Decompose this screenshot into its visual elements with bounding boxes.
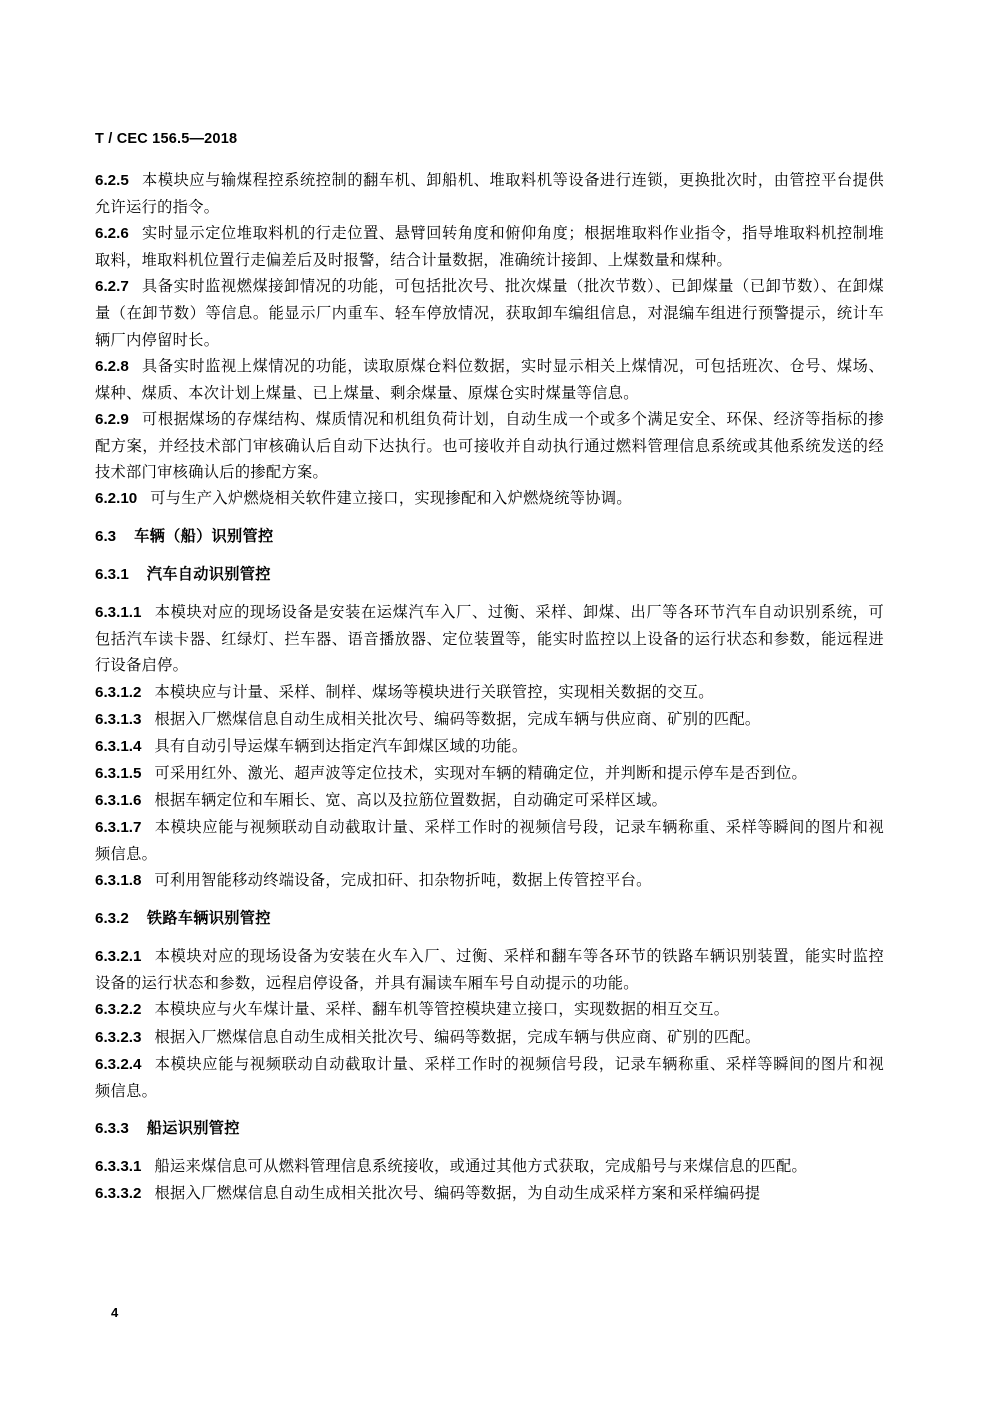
clause-text: 具有自动引导运煤车辆到达指定汽车卸煤区域的功能。 xyxy=(154,736,528,755)
clause-text: 船运来煤信息可从燃料管理信息系统接收，或通过其他方式获取，完成船号与来煤信息的匹配。 xyxy=(154,1156,808,1175)
clause-number: 6.3.3 xyxy=(95,1119,129,1137)
clause-paragraph xyxy=(95,1153,884,1180)
clause-text: 本模块对应的现场设备为安装在火车入厂、过衡、采样和翻车等各环节的铁路车辆识别装置，能实时监控设备的运行状态和参数，远程启停设备，并具有漏读车厢车号自动提示的功能。 xyxy=(95,947,884,993)
clause-paragraph xyxy=(95,679,884,706)
section-heading xyxy=(95,561,884,588)
clause-paragraph xyxy=(95,706,884,733)
clause-number: 6.3.3.2 xyxy=(95,1184,142,1202)
clause-paragraph xyxy=(95,1051,884,1104)
clause-paragraph xyxy=(95,599,884,678)
clause-paragraph xyxy=(95,814,884,867)
clause-paragraph xyxy=(95,353,884,406)
clause-number: 6.3.1.6 xyxy=(95,791,142,809)
clause-text: 本模块应与火车煤计量、采样、翻车机等管控模块建立接口，实现数据的相互交互。 xyxy=(154,1000,730,1019)
clause-number: 6.2.8 xyxy=(95,357,129,375)
clause-text: 可根据煤场的存煤结构、煤质情况和机组负荷计划，自动生成一个或多个满足安全、环保、经济等指标的掺配方案，并经技术部门审核确认后自动下达执行。也可接收并自动执行通过燃料管理信息系统或其他系统发送的经技术部门审核确认后的掺配方案。 xyxy=(95,409,884,482)
clause-paragraph xyxy=(95,867,884,894)
clause-paragraph xyxy=(95,760,884,787)
clause-number: 6.3.1.1 xyxy=(95,604,142,622)
clause-number: 6.3.1.7 xyxy=(95,818,142,836)
clause-number: 6.2.7 xyxy=(95,278,129,296)
document-body xyxy=(95,167,884,1207)
clause-text: 根据车辆定位和车厢长、宽、高以及拉筋位置数据，自动确定可采样区域。 xyxy=(154,790,668,809)
clause-number: 6.3.1 xyxy=(95,566,129,584)
clause-text: 铁路车辆识别管控 xyxy=(146,909,271,928)
clause-number: 6.2.5 xyxy=(95,172,129,189)
clause-number: 6.3.2.2 xyxy=(95,1001,142,1019)
clause-paragraph xyxy=(95,167,884,220)
clause-text: 本模块应与计量、采样、制样、煤场等模块进行关联管控，实现相关数据的交互。 xyxy=(154,682,714,701)
document-header: T / CEC 156.5—2018 xyxy=(95,131,238,147)
clause-paragraph xyxy=(95,406,884,485)
clause-text: 本模块对应的现场设备是安装在运煤汽车入厂、过衡、采样、卸煤、出厂等各环节汽车自动识别系统，可包括汽车读卡器、红绿灯、拦车器、语音播放器、定位装置等，能实时监控以上设备的运行状态和参数，能远程进行设备启停。 xyxy=(95,603,884,675)
clause-text: 可利用智能移动终端设备，完成扣矸、扣杂物折吨，数据上传管控平台。 xyxy=(154,871,652,890)
clause-text: 根据入厂燃煤信息自动生成相关批次号、编码等数据，为自动生成采样方案和采样编码提 xyxy=(154,1183,761,1202)
clause-number: 6.2.6 xyxy=(95,225,129,243)
clause-number: 6.3.2.3 xyxy=(95,1028,142,1046)
clause-paragraph xyxy=(95,1024,884,1051)
clause-number: 6.3 xyxy=(95,528,117,546)
clause-paragraph xyxy=(95,787,884,814)
clause-text: 船运识别管控 xyxy=(146,1118,240,1137)
page-number: 4 xyxy=(111,1305,119,1320)
clause-number: 6.3.1.2 xyxy=(95,683,142,701)
clause-number: 6.3.2.1 xyxy=(95,948,142,966)
clause-number: 6.2.9 xyxy=(95,410,129,428)
clause-text: 本模块应能与视频联动自动截取计量、采样工作时的视频信号段，记录车辆称重、采样等瞬间的图片和视频信息。 xyxy=(95,817,884,864)
clause-number: 6.3.1.3 xyxy=(95,710,142,728)
clause-text: 具备实时监视燃煤接卸情况的功能，可包括批次号、批次煤量（批次节数）、已卸煤量（已卸节数）、在卸煤量（在卸节数）等信息。能显示厂内重车、轻车停放情况，获取卸车编组信息，对混编车组进行预警提示，统计车辆厂内停留时长。 xyxy=(95,277,884,349)
clause-paragraph xyxy=(95,1180,884,1207)
clause-text: 可采用红外、激光、超声波等定位技术，实现对车辆的精确定位，并判断和提示停车是否到位。 xyxy=(154,763,808,782)
clause-text: 可与生产入炉燃烧相关软件建立接口，实现掺配和入炉燃烧统等协调。 xyxy=(150,489,632,508)
section-heading xyxy=(95,905,884,932)
clause-number: 6.3.2 xyxy=(95,910,129,928)
clause-paragraph xyxy=(95,733,884,760)
section-heading xyxy=(95,1115,884,1142)
clause-paragraph xyxy=(95,485,884,512)
clause-number: 6.3.1.4 xyxy=(95,737,142,755)
clause-paragraph xyxy=(95,273,884,352)
clause-number: 6.3.1.5 xyxy=(95,764,142,782)
clause-text: 本模块应与输煤程控系统控制的翻车机、卸船机、堆取料机等设备进行连锁，更换批次时，由管控平台提供允许运行的指令。 xyxy=(95,171,884,217)
clause-number: 6.2.10 xyxy=(95,490,138,508)
clause-paragraph xyxy=(95,943,884,996)
section-heading xyxy=(95,523,884,550)
clause-text: 根据入厂燃煤信息自动生成相关批次号、编码等数据，完成车辆与供应商、矿别的匹配。 xyxy=(154,709,761,728)
clause-text: 汽车自动识别管控 xyxy=(146,565,271,584)
clause-number: 6.3.2.4 xyxy=(95,1055,142,1073)
clause-paragraph xyxy=(95,996,884,1023)
clause-text: 具备实时监视上煤情况的功能，读取原煤仓料位数据，实时显示相关上煤情况，可包括班次、仓号、煤场、煤种、煤质、本次计划上煤量、已上煤量、剩余煤量、原煤仓实时煤量等信息。 xyxy=(95,356,884,402)
clause-number: 6.3.3.1 xyxy=(95,1157,142,1175)
clause-text: 车辆（船）识别管控 xyxy=(134,527,274,546)
clause-number: 6.3.1.8 xyxy=(95,872,142,890)
clause-paragraph xyxy=(95,220,884,273)
clause-text: 根据入厂燃煤信息自动生成相关批次号、编码等数据，完成车辆与供应商、矿别的匹配。 xyxy=(154,1027,761,1046)
clause-text: 实时显示定位堆取料机的行走位置、悬臂回转角度和俯仰角度；根据堆取料作业指令，指导堆取料机控制堆取料，堆取料机位置行走偏差后及时报警，结合计量数据，准确统计接卸、上煤数量和煤种。 xyxy=(95,224,884,270)
clause-text: 本模块应能与视频联动自动截取计量、采样工作时的视频信号段，记录车辆称重、采样等瞬间的图片和视频信息。 xyxy=(95,1054,884,1100)
